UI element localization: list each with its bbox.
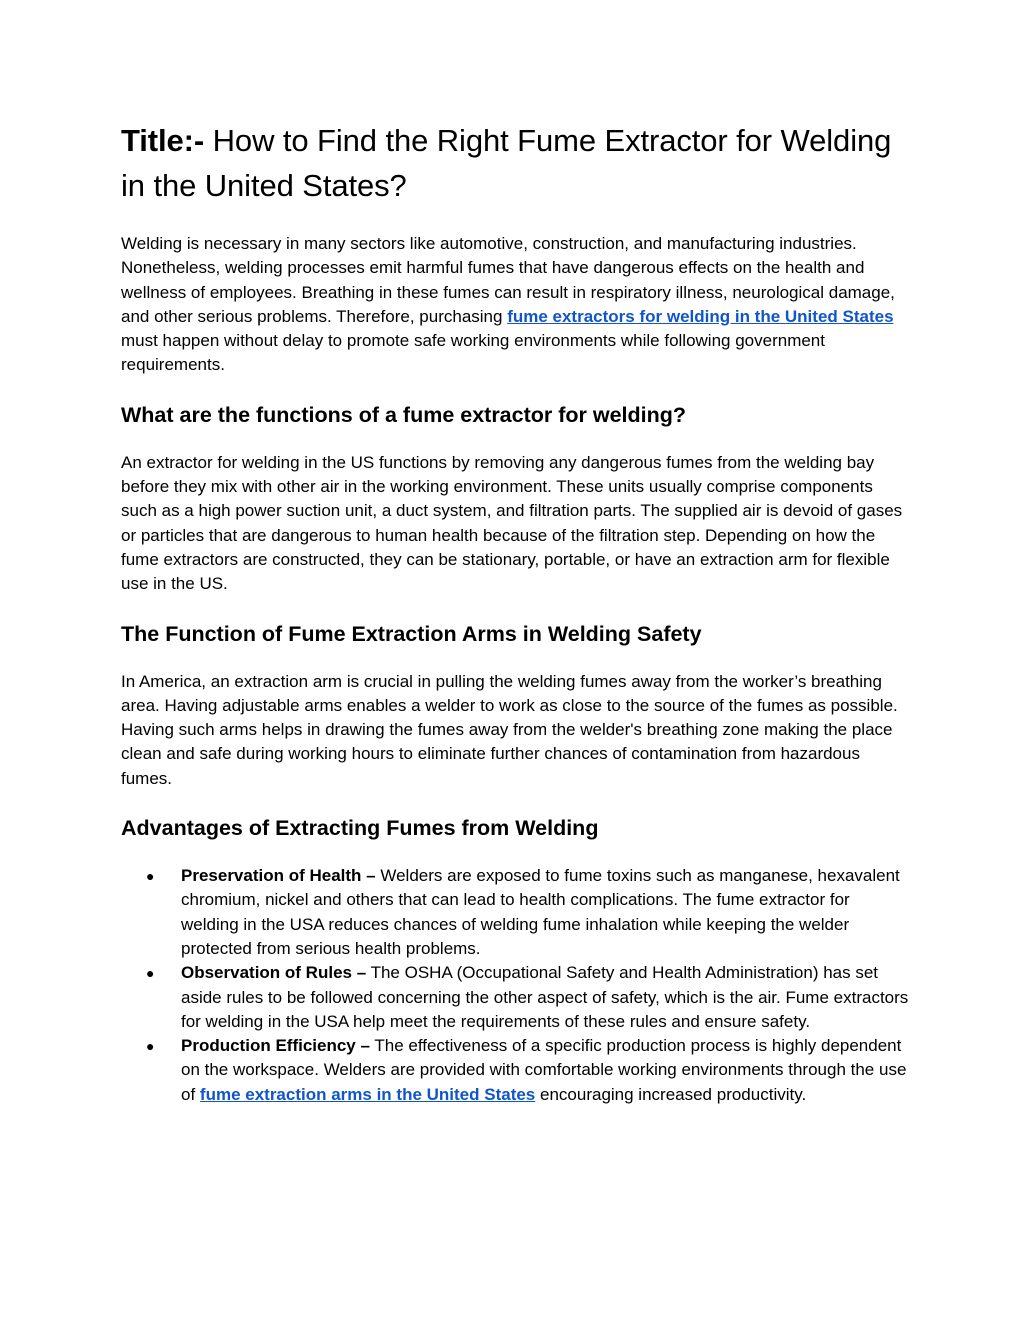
advantage-term: Preservation of Health – <box>181 866 376 886</box>
list-item <box>146 961 911 1034</box>
advantage-text: The effectiveness of a specific production process is highly dependent on the workspace. Welders are provided with comfortable working environments through the use of <box>181 1036 907 1104</box>
title-text: How to Find the Right Fume Extractor for Welding in the United States? <box>121 123 892 203</box>
advantages-list <box>121 864 911 1107</box>
advantage-text: The OSHA (Occupational Safety and Health Administration) has set aside rules to be followed concerning the other aspect of safety, which is the air. Fume extractors for welding in the USA help meet the requirements of these rules and ensure safety. <box>181 963 909 1031</box>
page-title <box>121 118 911 208</box>
bullet-icon: ● <box>146 868 155 885</box>
section-body-functions: An extractor for welding in the US functions by removing any dangerous fumes from the welding bay before they mix with other air in the working environment. These units usually comprise components such as a high power suction unit, a duct system, and filtration parts. The supplied air is devoid of gases or particles that are dangerous to human health because of the filtration step. Depending on how the fume extractors are constructed, they can be stationary, portable, or have an extraction arm for flexible use in the US. <box>121 452 903 594</box>
intro-paragraph <box>121 232 911 378</box>
advantage-text-after-link: encouraging increased productivity. <box>535 1084 807 1104</box>
section-heading-extraction-arms: The Function of Fume Extraction Arms in Welding Safety <box>121 621 702 646</box>
intro-text-before-link: Welding is necessary in many sectors like automotive, construction, and manufacturing industries. Nonetheless, welding processes emit harmful fumes that have dangerous effects on the health and wellness of employees. Breathing in these fumes can result in respiratory illness, neurological damage, and other serious problems. Therefore, purchasing <box>121 234 895 326</box>
list-item <box>146 1034 911 1107</box>
fume-extraction-arms-link[interactable]: fume extraction arms in the United States <box>199 1084 536 1104</box>
list-item <box>146 864 911 961</box>
advantage-term: Observation of Rules – <box>181 963 367 983</box>
bullet-icon: ● <box>146 965 155 982</box>
document-page <box>121 118 911 1107</box>
section-body-extraction-arms: In America, an extraction arm is crucial in pulling the welding fumes away from the worker’s breathing area. Having adjustable arms enables a welder to work as close to the source of the fumes as possible. Having such arms helps in drawing the fumes away from the welder's breathing zone making the place clean and safe during working hours to eliminate further chances of contamination from hazardous fumes. <box>121 671 898 788</box>
intro-text-after-link: must happen without delay to promote safe working environments while following government requirements. <box>121 331 825 375</box>
section-heading-functions: What are the functions of a fume extractor for welding? <box>121 402 687 427</box>
advantage-term: Production Efficiency – <box>181 1036 370 1056</box>
fume-extractors-link[interactable]: fume extractors for welding in the United States <box>507 306 894 326</box>
section-heading-advantages: Advantages of Extracting Fumes from Welding <box>121 816 599 841</box>
advantage-text: Welders are exposed to fume toxins such as manganese, hexavalent chromium, nickel and others that can lead to health complications. The fume extractor for welding in the USA reduces chances of welding fume inhalation while keeping the welder protected from serious health problems. <box>181 866 900 958</box>
bullet-icon: ● <box>146 1038 155 1055</box>
title-prefix: Title:- <box>121 123 205 158</box>
